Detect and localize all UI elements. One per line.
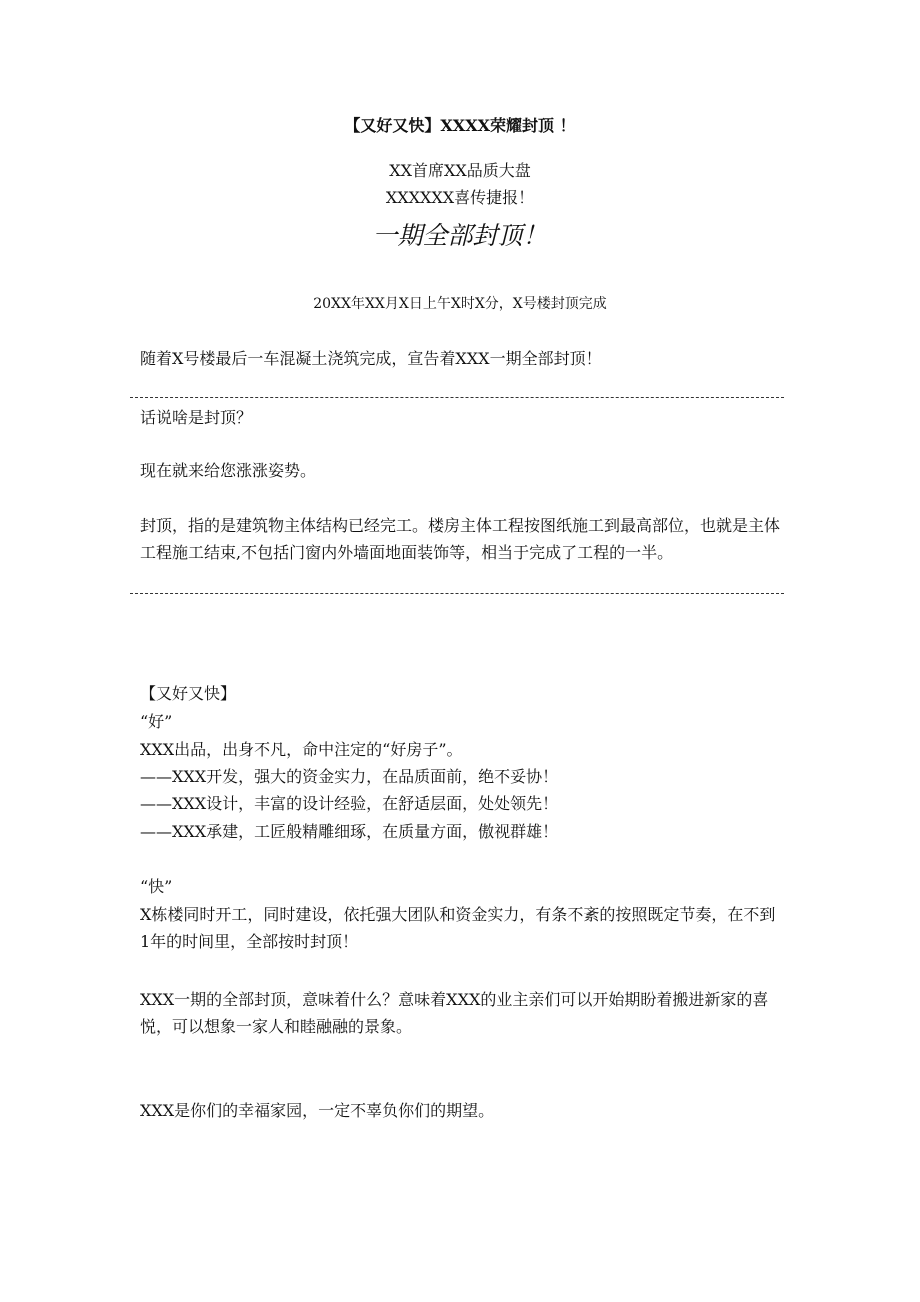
headline: 一期全部封顶！ [372, 221, 548, 250]
dashed-divider-top [130, 397, 784, 398]
good-line: XXX出品，出身不凡，命中注定的“好房子”。 [140, 740, 463, 759]
good-line: ——XXX承建，工匠般精雕细琢，在质量方面，傲视群雄！ [140, 822, 559, 841]
meaning-paragraph: XXX一期的全部封顶，意味着什么？意味着XXX的业主亲们可以开始期盼着搬进新家的喜悦，可以想象一家人和睦融融的景象。 [140, 990, 769, 1036]
section-heading: 【又好又快】 [140, 684, 237, 703]
good-line: ——XXX开发，强大的资金实力，在品质面前，绝不妥协！ [140, 767, 559, 786]
closing-line: XXX是你们的幸福家园，一定不辜负你们的期望。 [140, 1101, 495, 1120]
definition-paragraph: 封顶，指的是建筑物主体结构已经完工。楼房主体工程按图纸施工到最高部位，也就是主体工程施工结束,不包括门窗内外墙面地面装饰等，相当于完成了工程的一半。 [140, 516, 781, 562]
good-line: ——XXX设计，丰富的设计经验，在舒适层面，处处领先！ [140, 794, 559, 813]
page-title: 【又好又快】XXXX荣耀封顶 ！ [344, 116, 576, 135]
dashed-divider-bottom [130, 593, 784, 594]
good-label: “好” [140, 712, 173, 731]
subtitle-line-1: XX首席XX品质大盘 [389, 161, 531, 180]
intro-paragraph: 随着X号楼最后一车混凝土浇筑完成，宣告着XXX一期全部封顶！ [140, 349, 602, 368]
lead-in-line: 现在就来给您涨涨姿势。 [140, 461, 317, 480]
fast-label: “快” [140, 877, 173, 896]
subtitle-line-2: XXXXXX喜传捷报！ [385, 188, 535, 207]
question-line: 话说啥是封顶？ [140, 408, 253, 427]
fast-paragraph: X栋楼同时开工，同时建设，依托强大团队和资金实力，有条不紊的按照既定节奏，在不到1年的时间里，全部按时封顶！ [140, 905, 776, 951]
time-note: 20XX年XX月X日上午X时X分，X号楼封顶完成 [313, 296, 607, 312]
